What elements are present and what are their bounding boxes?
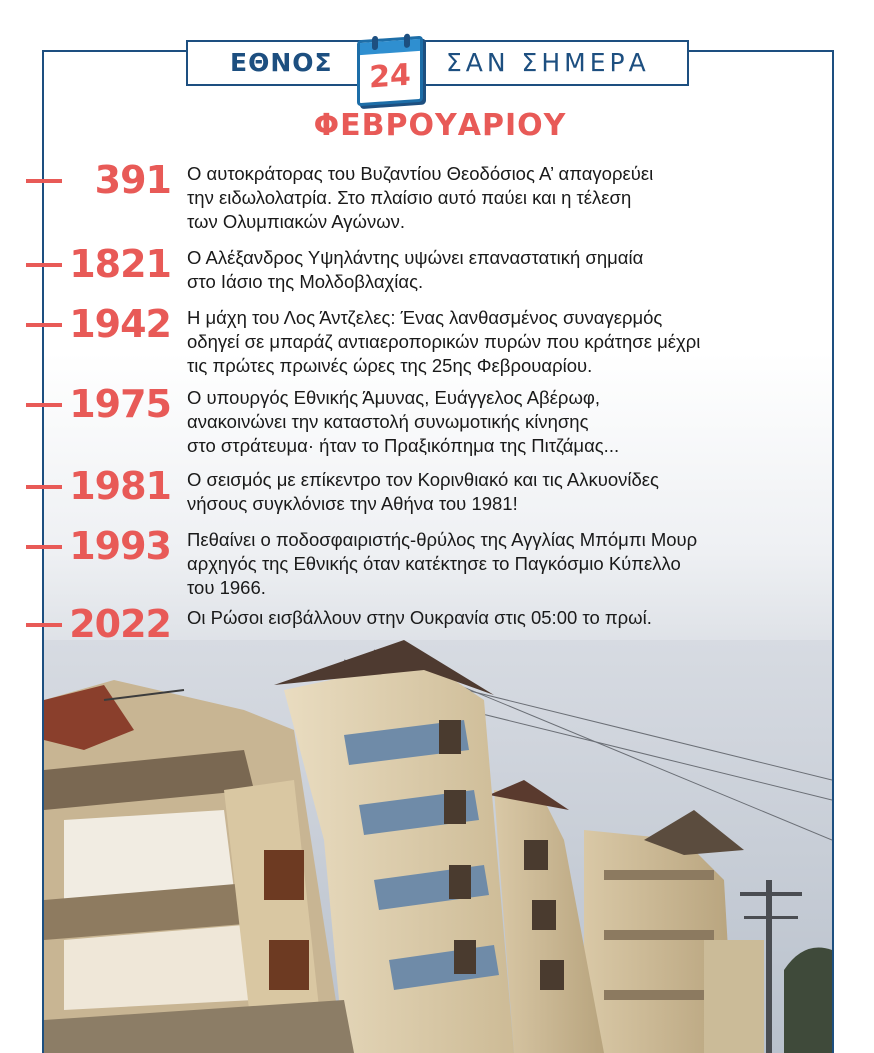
event-year: 1975	[69, 382, 171, 426]
event-description	[187, 162, 797, 234]
event-line: ανακοινώνει την καταστολή συνωμοτικής κίνησης	[187, 411, 589, 432]
event-description	[187, 306, 797, 378]
event-year: 1993	[69, 524, 171, 568]
event-line: στο στράτευμα· ήταν το Πραξικόπημα της Πιτζάμας...	[187, 435, 620, 456]
event-line: τις πρώτες πρωινές ώρες της 25ης Φεβρουαρίου.	[187, 355, 593, 376]
event-year: 2022	[69, 602, 171, 646]
event-line: Ο αυτοκράτορας του Βυζαντίου Θεοδόσιος Α’ απαγορεύει	[187, 163, 654, 184]
event-line: οδηγεί σε μπαράζ αντιαεροπορικών πυρών που κράτησε μέχρι	[187, 331, 701, 352]
event-description	[187, 468, 797, 516]
calendar-icon	[357, 32, 429, 108]
event-line: Πεθαίνει ο ποδοσφαιριστής-θρύλος της Αγγλίας Μπόμπι Μουρ	[187, 529, 698, 550]
event-description	[187, 246, 797, 294]
event-line: Ο σεισμός με επίκεντρο τον Κορινθιακό και τις Αλκυονίδες	[187, 469, 659, 490]
event-description	[187, 606, 797, 630]
event-line: Η μάχη του Λος Άντζελες: Ένας λανθασμένος συναγερμός	[187, 307, 663, 328]
calendar-day: 24	[369, 57, 411, 96]
event-line: των Ολυμπιακών Αγώνων.	[187, 211, 406, 232]
event-line: την ειδωλολατρία. Στο πλαίσιο αυτό παύει και η τέλεση	[187, 187, 632, 208]
event-line: νήσους συγκλόνισε την Αθήνα του 1981!	[187, 493, 518, 514]
event-year: 1981	[69, 464, 171, 508]
event-description	[187, 528, 797, 600]
event-line: Ο Αλέξανδρος Υψηλάντης υψώνει επαναστατική σημαία	[187, 247, 644, 268]
event-line: στο Ιάσιο της Μολδοβλαχίας.	[187, 271, 424, 292]
month-title: ΦΕΒΡΟΥΑΡΙΟΥ	[313, 108, 567, 143]
collapsed-building-photo	[44, 640, 832, 1053]
event-description	[187, 386, 797, 458]
event-line: Ο υπουργός Εθνικής Άμυνας, Ευάγγελος Αβέρωφ,	[187, 387, 601, 408]
brand-logo: ΕΘΝΟΣ	[230, 48, 333, 77]
event-year: 1942	[69, 302, 171, 346]
event-line: Οι Ρώσοι εισβάλλουν στην Ουκρανία στις 05:00 το πρωί.	[187, 607, 652, 628]
event-line: του 1966.	[187, 577, 266, 598]
header-tagline: ΣΑΝ ΣΗΜΕΡΑ	[446, 48, 650, 77]
event-line: αρχηγός της Εθνικής όταν κατέκτησε το Παγκόσμιο Κύπελλο	[187, 553, 681, 574]
event-year: 391	[94, 158, 171, 202]
event-year: 1821	[69, 242, 171, 286]
